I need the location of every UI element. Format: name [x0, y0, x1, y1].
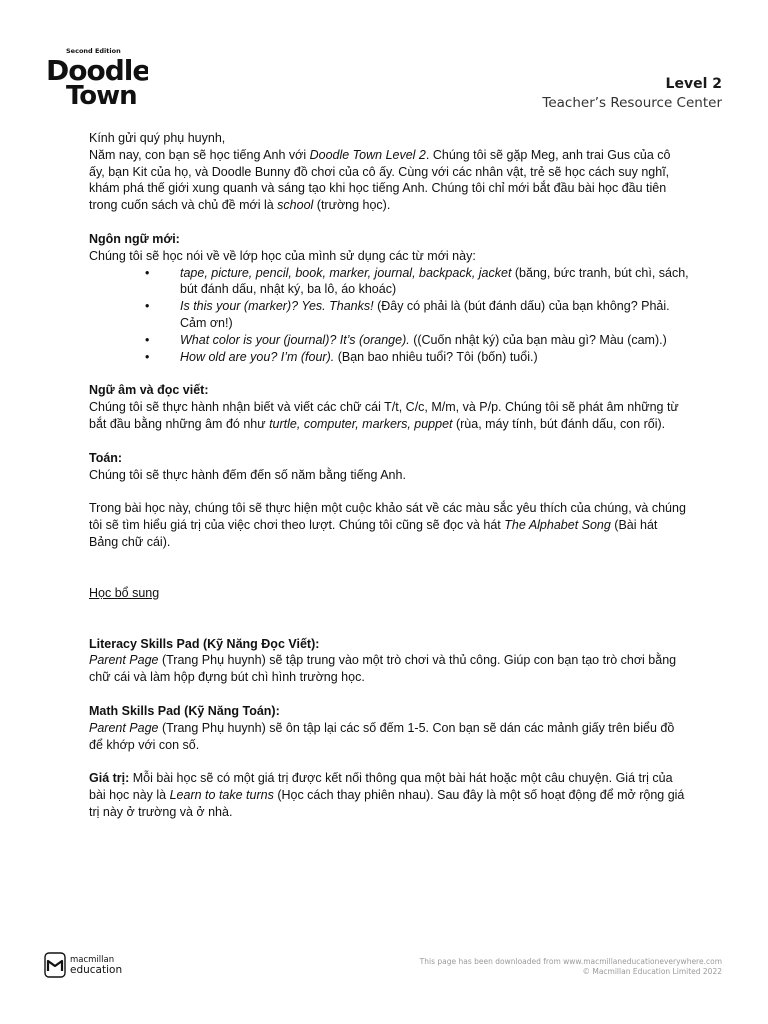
- value-label: Giá trị:: [89, 771, 130, 786]
- phonics-paragraph: Chúng tôi sẽ thực hành nhận biết và viết các chữ cái T/t, C/c, M/m, và P/p. Chúng tôi sẽ phát âm những từ bắt đầu bằng những âm đó như turtle, computer, markers, puppet (rùa, máy tính, bút đánh dấu, con rối).: [89, 400, 679, 431]
- logo-line2: Town: [66, 81, 137, 106]
- footer-notice: [420, 957, 722, 977]
- letter-body: [89, 130, 689, 821]
- vocab-list: [89, 265, 689, 366]
- literacy-heading: Literacy Skills Pad (Kỹ Năng Đọc Viết):: [89, 636, 320, 651]
- value-paragraph: Giá trị: Mỗi bài học sẽ có một giá trị được kết nối thông qua một bài hát hoặc một câu chuyện. Giá trị của bài học này là Learn to take turns (Học cách thay phiên nhau). Sau đây là một số hoạt động để mở rộng giá trị này ở trường và ở nhà.: [89, 771, 685, 819]
- greeting: Kính gửi quý phụ huynh,: [89, 131, 226, 145]
- page-header: [542, 76, 722, 111]
- list-item: • How old are you? I’m (four). (Bạn bao nhiêu tuổi? Tôi (bốn) tuổi.): [89, 349, 689, 366]
- copyright: © Macmillan Education Limited 2022: [582, 967, 722, 976]
- language-text: Chúng tôi sẽ học nói về về lớp học của mình sử dụng các từ mới này:: [89, 248, 476, 263]
- list-item: • What color is your (journal)? It’s (orange). ((Cuốn nhật ký) của bạn màu gì? Màu (cam).): [89, 332, 689, 349]
- brand-line2: education: [70, 964, 123, 976]
- logo-edition: Second Edition: [66, 47, 121, 55]
- math-text: Chúng tôi sẽ thực hành đếm đến số năm bằng tiếng Anh.: [89, 467, 406, 482]
- macmillan-logo: [44, 950, 122, 980]
- language-heading: Ngôn ngữ mới:: [89, 231, 180, 246]
- resource-center-subtitle: Teacher’s Resource Center: [542, 95, 722, 111]
- list-item: • Is this your (marker)? Yes. Thanks! (Đây có phải là (bút đánh dấu) của bạn không? Phải. Cảm ơn!): [89, 298, 689, 332]
- brand-line1: macmillan: [70, 955, 115, 965]
- phonics-heading: Ngữ âm và đọc viết:: [89, 383, 209, 398]
- survey-paragraph: Trong bài học này, chúng tôi sẽ thực hiện một cuộc khảo sát về các màu sắc yêu thích của chúng, và chúng tôi sẽ tìm hiểu giá trị của việc chơi theo lượt. Chúng tôi cũng sẽ đọc và hát The Alphabet Song (Bài hát Bảng chữ cái).: [89, 501, 686, 549]
- math-pad-paragraph: Parent Page (Trang Phụ huynh) sẽ ôn tập lại các số đếm 1-5. Con bạn sẽ dán các mảnh giấy trên biểu đồ để khớp với con số.: [89, 720, 675, 752]
- logo-line1: Doodle: [46, 54, 148, 87]
- download-note: This page has been downloaded from www.macmillaneducationeverywhere.com: [419, 957, 722, 966]
- math-heading: Toán:: [89, 450, 123, 465]
- literacy-paragraph: Parent Page (Trang Phụ huynh) sẽ tập trung vào một trò chơi và thủ công. Giúp con bạn tạo trò chơi bằng chữ cái và làm hộp đựng bút chì hình trường học.: [89, 653, 677, 685]
- intro-paragraph: Năm nay, con bạn sẽ học tiếng Anh với Doodle Town Level 2. Chúng tôi sẽ gặp Meg, anh trai Gus của cô ấy, bạn Kit của họ, và Doodle Bunny đồ chơi của cô ấy. Cùng với các nhân vật, trẻ sẽ học cách suy nghĩ, khám phá thế giới xung quanh và sáng tạo khi học tiếng Anh. Chúng tôi chỉ mới bắt đầu bài học đầu tiên trong cuốn sách và chủ đề mới là school (trường học).: [89, 147, 671, 213]
- doodle-town-logo: [44, 44, 148, 106]
- macmillan-m-icon: [44, 952, 66, 978]
- list-item: • tape, picture, pencil, book, marker, journal, backpack, jacket (băng, bức tranh, bút chì, sách, bút đánh dấu, nhật ký, ba lô, áo khoác): [89, 265, 689, 299]
- math-pad-heading: Math Skills Pad (Kỹ Năng Toán):: [89, 703, 280, 718]
- extra-learning-heading: Học bổ sung: [89, 585, 160, 600]
- level-title: Level 2: [665, 76, 722, 92]
